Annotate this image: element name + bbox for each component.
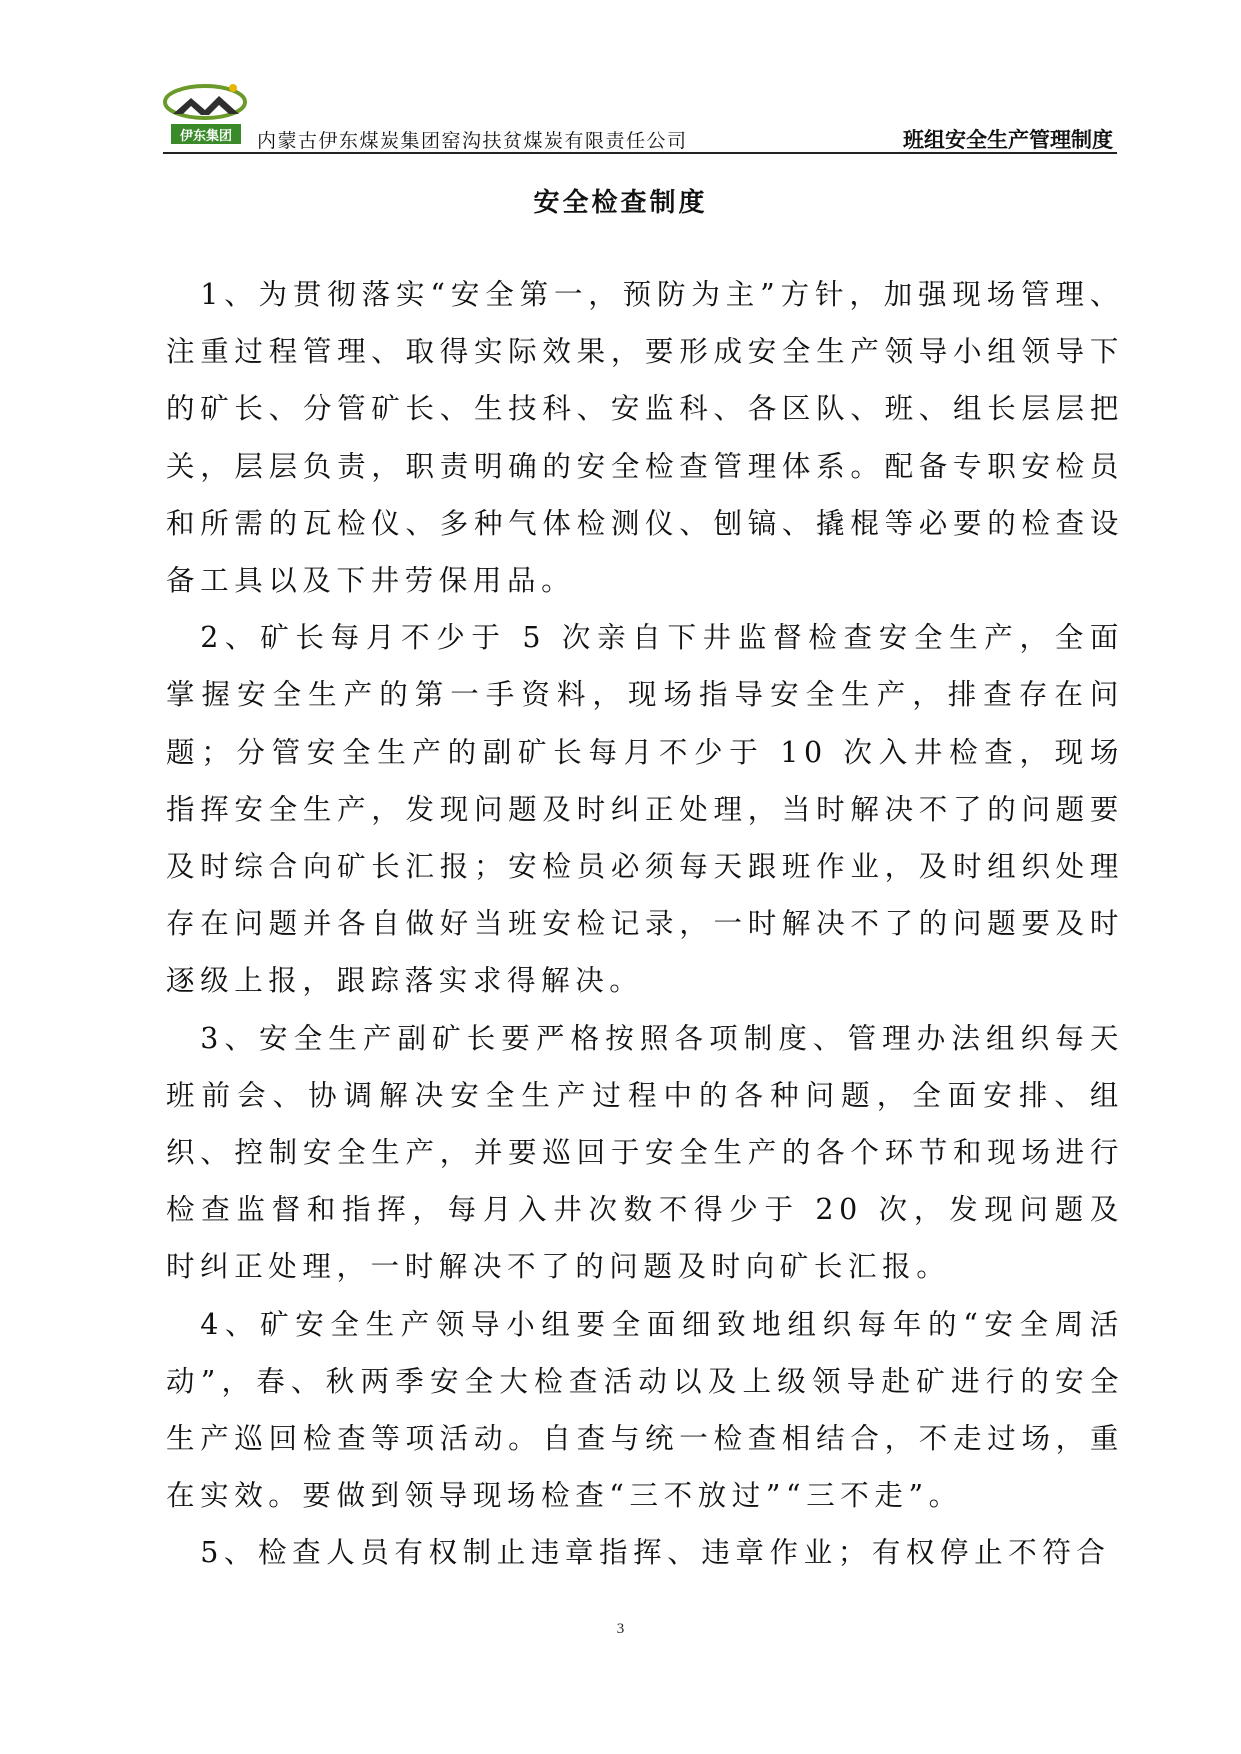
paragraph-5: 5、检查人员有权制止违章指挥、违章作业；有权停止不符合: [200, 1536, 1111, 1570]
page-title: 安全检查制度: [533, 188, 708, 218]
document-body: [166, 266, 1124, 1582]
paragraph-1: 1、为贯彻落实“安全第一，预防为主”方针，加强现场管理、注重过程管理、取得实际效果，要形成安全生产领导小组领导下的矿长、分管矿长、生技科、安监科、各区队、班、组长层层把关，层层负责，职责明确的安全检查管理体系。配备专职安检员和所需的瓦检仪、多种气体检测仪、刨镐、撬棍等必要的检查设备工具以及下井劳保用品。: [166, 278, 1124, 598]
logo-text: 伊东集团: [179, 129, 233, 144]
company-logo: [163, 84, 249, 148]
header-rule: [163, 152, 1117, 154]
page-header: [163, 84, 1117, 154]
page-number: 3: [616, 1621, 625, 1637]
paragraph-3: 3、安全生产副矿长要严格按照各项制度、管理办法组织每天班前会、协调解决安全生产过程中的各种问题，全面安排、组织、控制安全生产，并要巡回于安全生产的各个环节和现场进行检查监督和指挥，每月入井次数不得少于 20 次，发现问题及时纠正处理，一时解决不了的问题及时向矿长汇报。: [166, 1021, 1124, 1284]
document-type: 班组安全生产管理制度: [903, 128, 1113, 152]
paragraph-4: 4、矿安全生产领导小组要全面细致地组织每年的“安全周活动”，春、秋两季安全大检查活动以及上级领导赴矿进行的安全生产巡回检查等项活动。自查与统一检查相结合，不走过场，重在实效。要做到领导现场检查“三不放过”“三不走”。: [166, 1307, 1124, 1513]
company-name: 内蒙古伊东煤炭集团窑沟扶贫煤炭有限责任公司: [257, 130, 688, 152]
paragraph-2: 2、矿长每月不少于 5 次亲自下井监督检查安全生产，全面掌握安全生产的第一手资料，现场指导安全生产，排查存在问题；分管安全生产的副矿长每月不少于 10 次入井检查，现场指挥安全生产，发现问题及时纠正处理，当时解决不了的问题要及时综合向矿长汇报；安检员必须每天跟班作业，及时组织处理存在问题并各自做好当班安检记录，一时解决不了的问题要及时逐级上报，跟踪落实求得解决。: [166, 621, 1124, 998]
